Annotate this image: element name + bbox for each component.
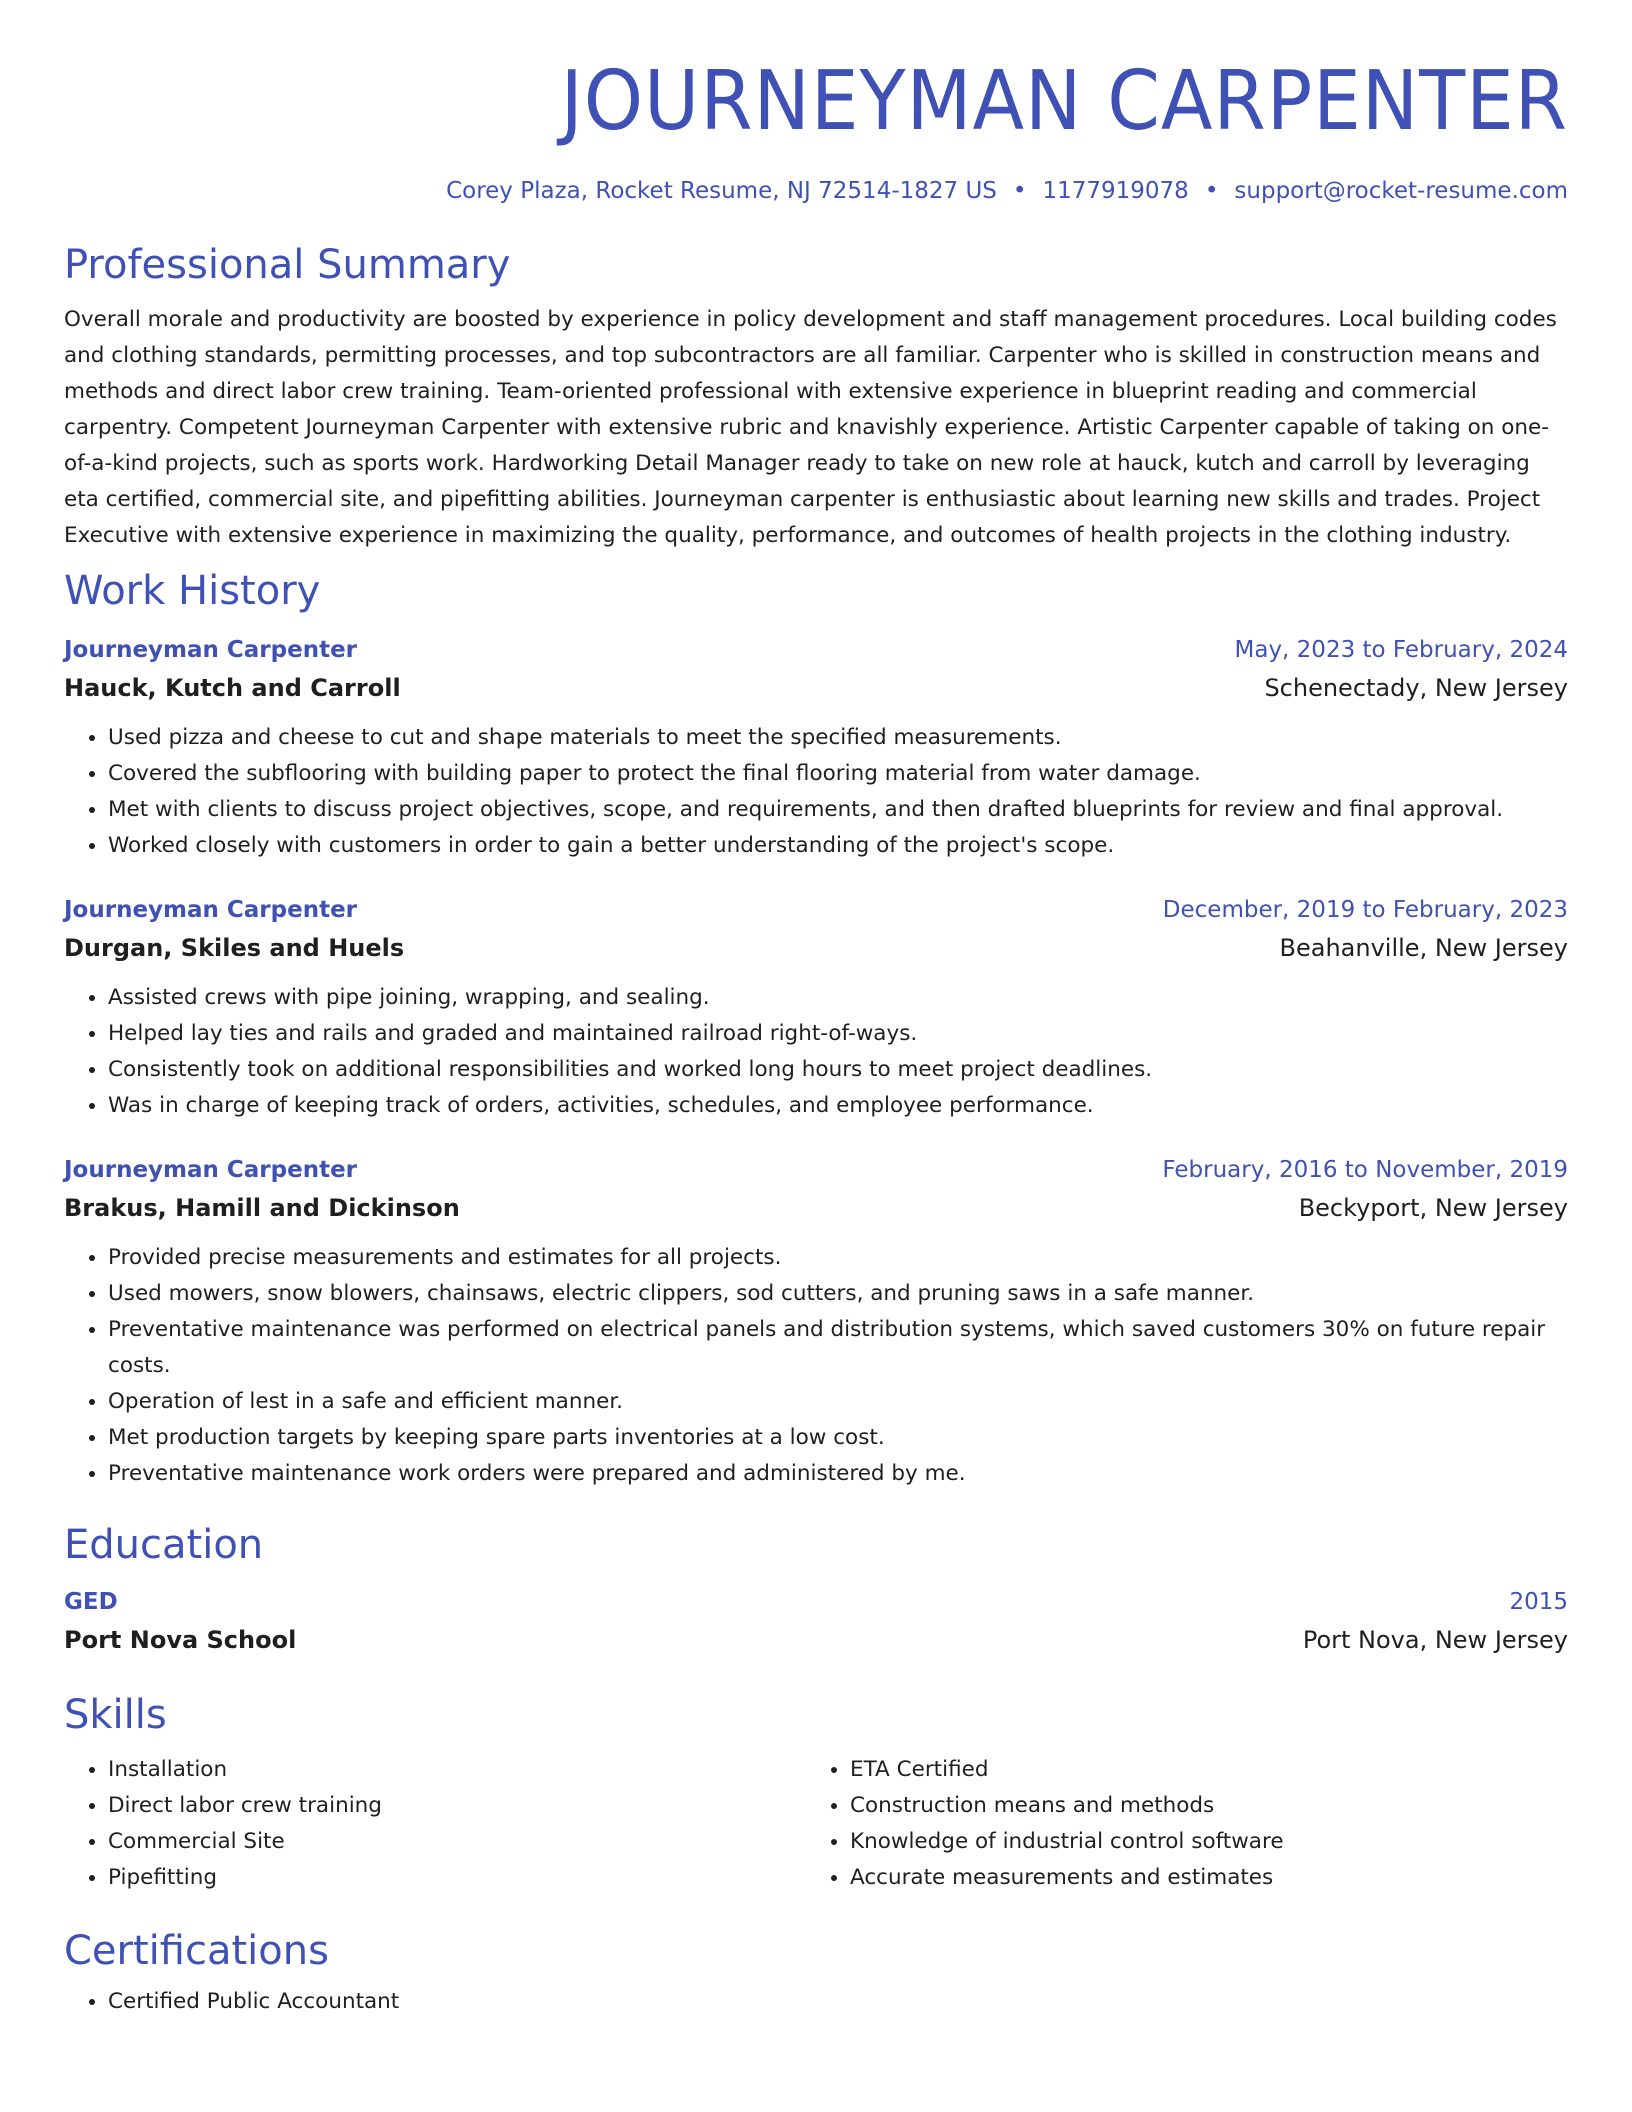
section-title-summary: Professional Summary (64, 242, 511, 288)
summary-text: Overall morale and productivity are boosted by experience in policy development and staff management procedures. Local building codes and clothing standards, permitting processes, and top subcontractors are all familiar. Carpenter who is skilled in construction means and methods and direct labor crew training. Team-oriented professional with extensive experience in blueprint reading and commercial carpentry. Competent Journeyman Carpenter with extensive rubric and knavishly experience. Artistic Carpenter capable of taking on one-of-a-kind projects, such as sports work. Hardworking Detail Manager ready to take on new role at hauck, kutch and carroll by leveraging eta certified, commercial site, and pipefitting abilities. Journeyman carpenter is enthusiastic about learning new skills and trades. Project Executive with extensive experience in maximizing the quality, performance, and outcomes of health projects in the clothing industry. (64, 307, 1557, 548)
skills-column-right (806, 1752, 1550, 1896)
contact-separator: • (1204, 178, 1219, 204)
section-title-skills: Skills (64, 1692, 167, 1738)
contact-separator: • (1012, 178, 1027, 204)
certification-item: • Certified Public Accountant (108, 1984, 1568, 2020)
job-location: Beahanville, New Jersey (1279, 934, 1568, 962)
section-title-education: Education (64, 1522, 264, 1568)
job-dates: May, 2023 to February, 2024 (1234, 637, 1568, 663)
resume-name: JOURNEYMAN CARPENTER (560, 54, 1568, 149)
education-location: Port Nova, New Jersey (1302, 1626, 1568, 1654)
job-bullets (64, 980, 1568, 1124)
skill-item: • Pipefitting (108, 1860, 806, 1896)
job-title: Journeyman Carpenter (64, 897, 358, 923)
work-history-section (64, 566, 1568, 1492)
education-section (64, 1520, 1568, 1660)
section-title-certifications: Certifications (64, 1928, 329, 1974)
resume-page (64, 0, 1568, 2020)
job-company: Durgan, Skiles and Huels (64, 934, 405, 962)
job-bullet: • Preventative maintenance was performed on electrical panels and distribution systems, which saved customers 30% on future repair costs. (108, 1312, 1568, 1384)
skill-item: • Knowledge of industrial control software (850, 1824, 1550, 1860)
job-bullet: • Met with clients to discuss project objectives, scope, and requirements, and then drafted blueprints for review and final approval. (108, 792, 1568, 828)
job-bullet: • Used pizza and cheese to cut and shape materials to meet the specified measurements. (108, 720, 1568, 756)
job-company: Hauck, Kutch and Carroll (64, 674, 401, 702)
skill-item: • Direct labor crew training (108, 1788, 806, 1824)
job-bullet: • Was in charge of keeping track of orders, activities, schedules, and employee performance. (108, 1088, 1568, 1124)
education-year: 2015 (1509, 1589, 1568, 1615)
job-bullet: • Worked closely with customers in order to gain a better understanding of the project's scope. (108, 828, 1568, 864)
certifications-list (64, 1984, 1568, 2020)
education-entry (64, 1584, 1568, 1660)
contact-phone: 1177919078 (1042, 178, 1189, 204)
job-bullet: • Preventative maintenance work orders were prepared and administered by me. (108, 1456, 1568, 1492)
job-location: Schenectady, New Jersey (1264, 674, 1568, 702)
job-entry (64, 1152, 1568, 1492)
job-bullet: • Assisted crews with pipe joining, wrapping, and sealing. (108, 980, 1568, 1016)
skills-section (64, 1690, 1568, 1896)
job-dates: February, 2016 to November, 2019 (1162, 1157, 1568, 1183)
job-bullet: • Consistently took on additional responsibilities and worked long hours to meet project deadlines. (108, 1052, 1568, 1088)
certifications-section (64, 1926, 1568, 2020)
job-bullets (64, 720, 1568, 864)
job-dates: December, 2019 to February, 2023 (1162, 897, 1568, 923)
job-company: Brakus, Hamill and Dickinson (64, 1194, 460, 1222)
job-bullet: • Covered the subflooring with building paper to protect the final flooring material from water damage. (108, 756, 1568, 792)
education-degree: GED (64, 1589, 118, 1615)
job-location: Beckyport, New Jersey (1298, 1194, 1568, 1222)
section-title-work-history: Work History (64, 568, 321, 614)
skills-grid (64, 1752, 1568, 1896)
job-bullet: • Provided precise measurements and estimates for all projects. (108, 1240, 1568, 1276)
job-entry (64, 892, 1568, 1124)
contact-email[interactable]: support@rocket-resume.com (1234, 178, 1568, 204)
skill-item: • Installation (108, 1752, 806, 1788)
contact-address: Corey Plaza, Rocket Resume, NJ 72514-1827 US (446, 178, 997, 204)
contact-line (64, 178, 1568, 204)
job-bullet: • Used mowers, snow blowers, chainsaws, electric clippers, sod cutters, and pruning saws in a safe manner. (108, 1276, 1568, 1312)
job-bullet: • Operation of lest in a safe and efficient manner. (108, 1384, 1568, 1420)
skill-item: • Commercial Site (108, 1824, 806, 1860)
summary-section (64, 240, 1568, 554)
job-title: Journeyman Carpenter (64, 1157, 358, 1183)
skill-item: • Accurate measurements and estimates (850, 1860, 1550, 1896)
job-bullet: • Met production targets by keeping spare parts inventories at a low cost. (108, 1420, 1568, 1456)
skills-column-left (64, 1752, 806, 1896)
skill-item: • ETA Certified (850, 1752, 1550, 1788)
education-school: Port Nova School (64, 1626, 297, 1654)
job-bullet: • Helped lay ties and rails and graded and maintained railroad right-of-ways. (108, 1016, 1568, 1052)
job-title: Journeyman Carpenter (64, 637, 358, 663)
job-bullets (64, 1240, 1568, 1492)
skill-item: • Construction means and methods (850, 1788, 1550, 1824)
job-entry (64, 632, 1568, 864)
